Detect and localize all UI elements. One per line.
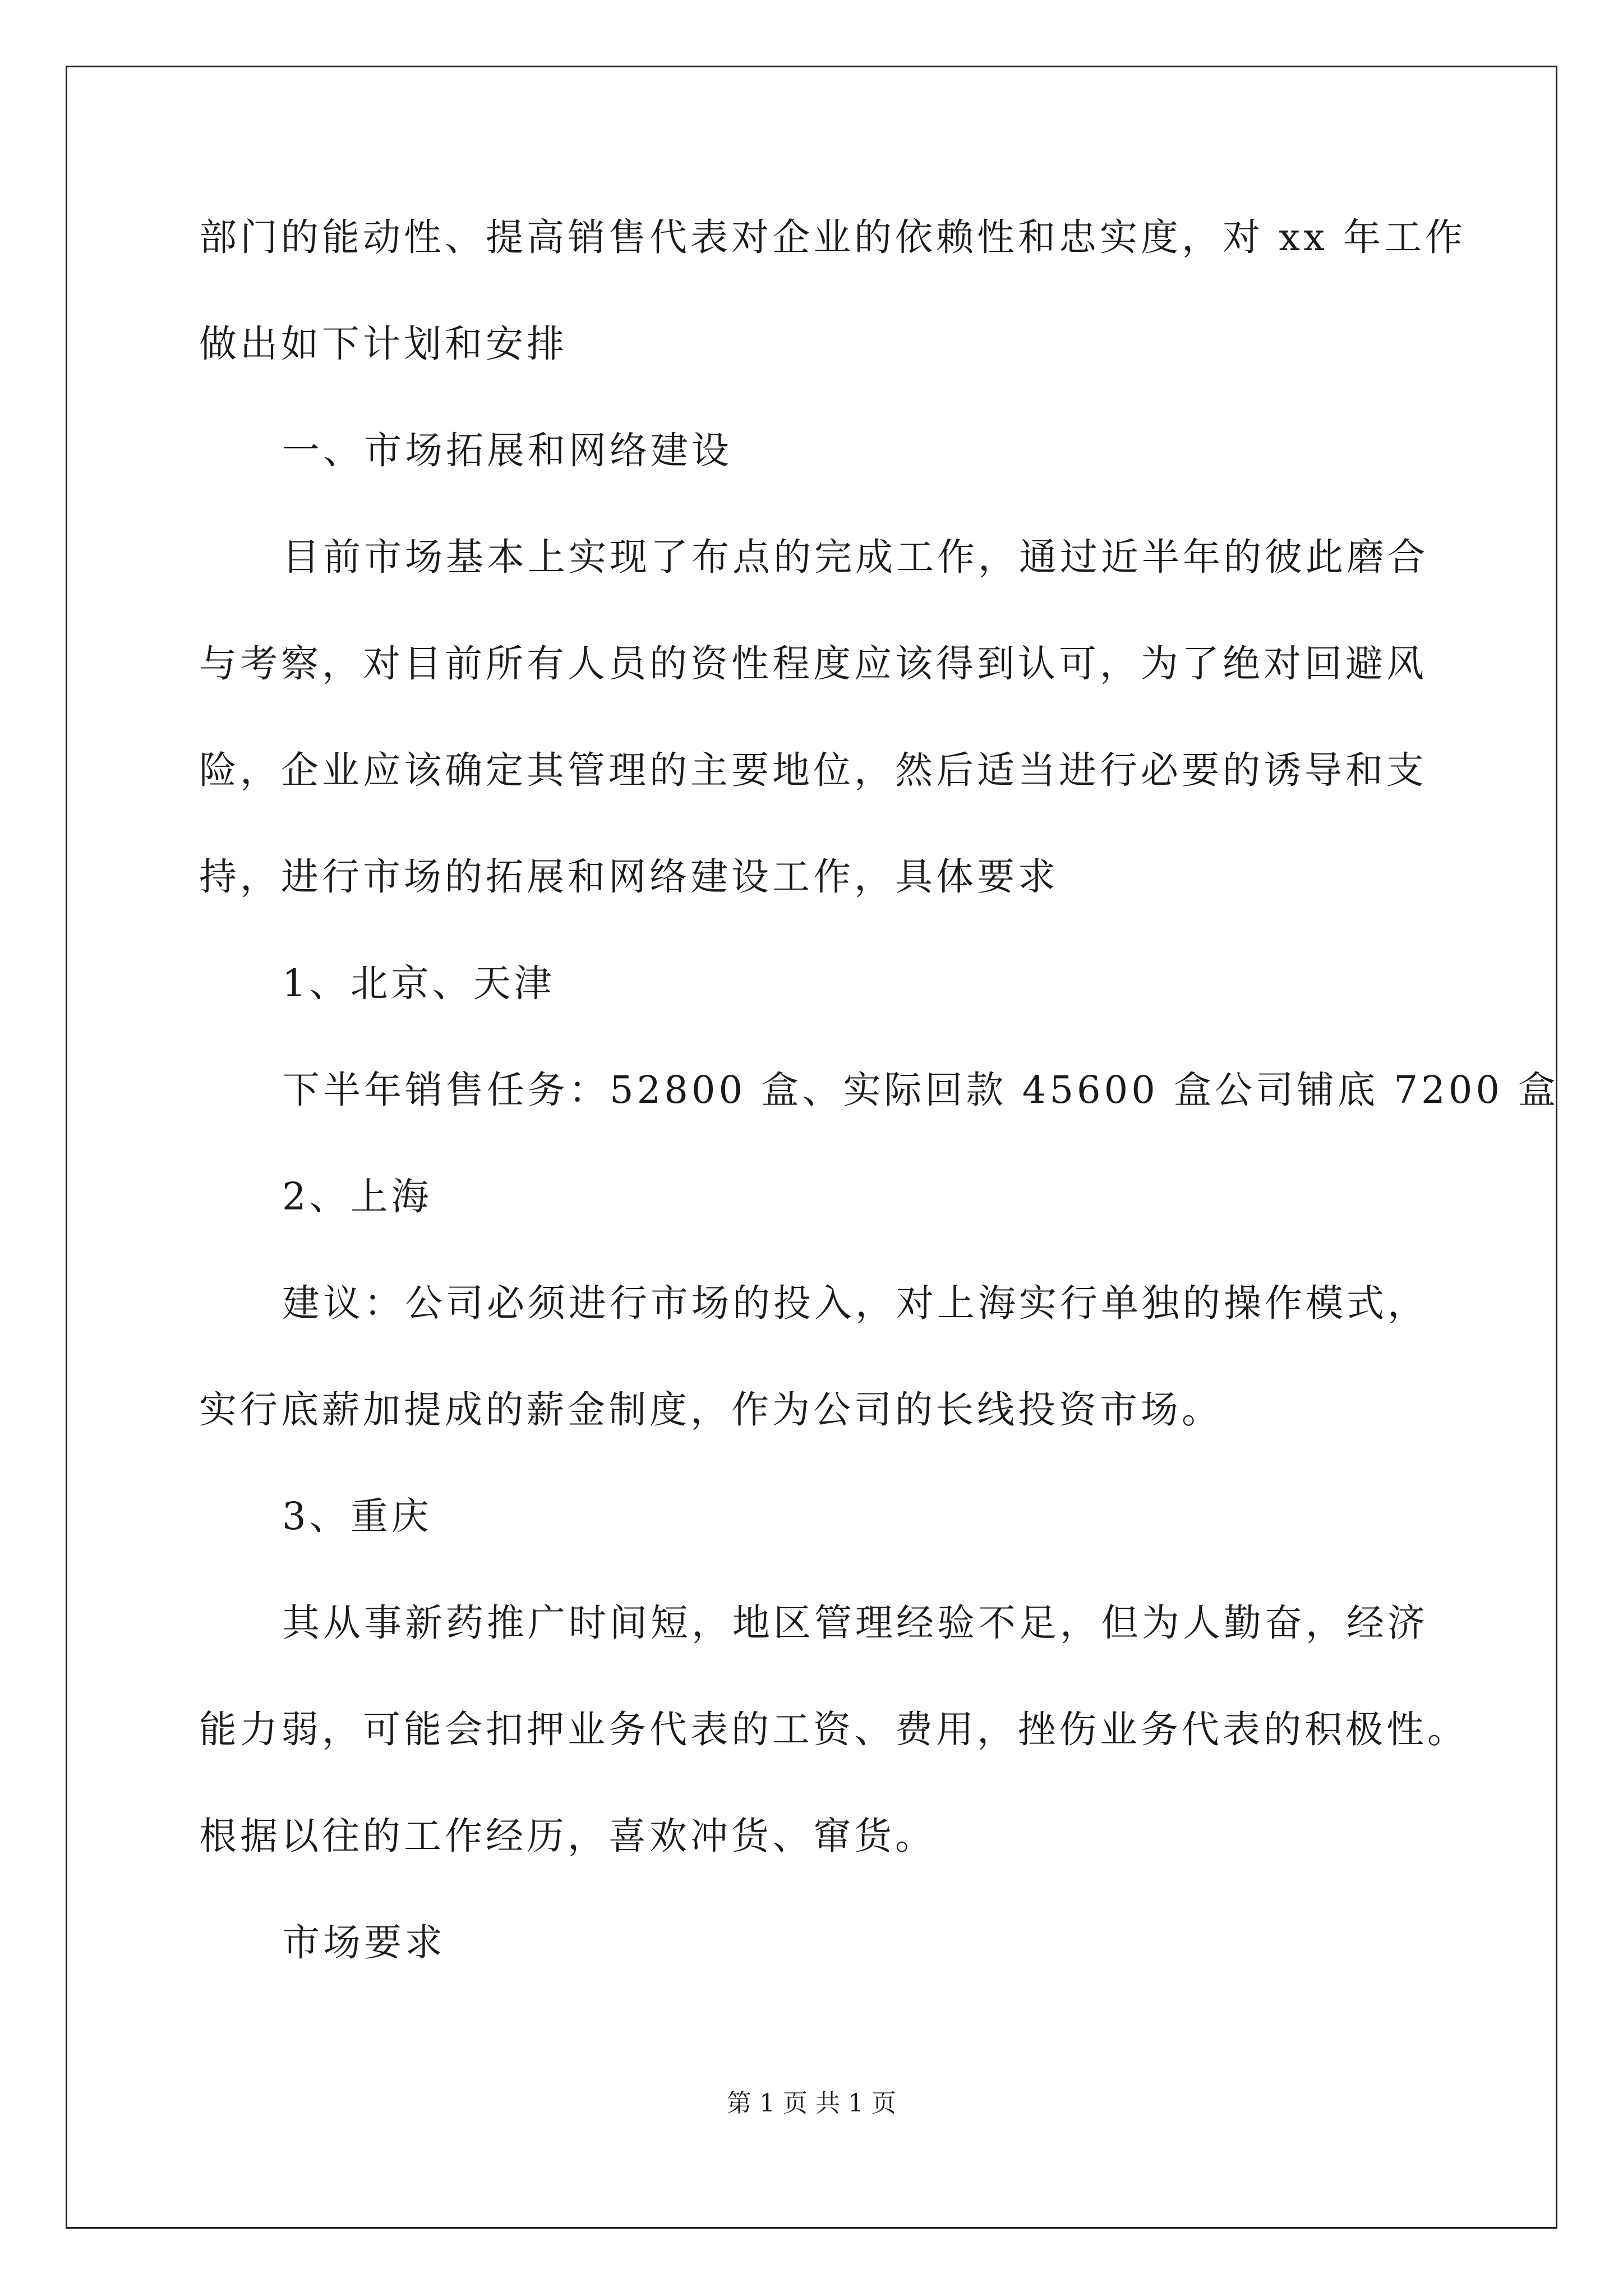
paragraph-line: 持，进行市场的拓展和网络建设工作，具体要求 [199,855,1059,899]
paragraph-line: 与考察，对目前所有人员的资性程度应该得到认可，为了绝对回避风 [199,642,1427,685]
paragraph-line: 建议：公司必须进行市场的投入，对上海实行单独的操作模式， [282,1281,1428,1325]
page-footer: 第 1 页 共 1 页 [727,2089,896,2118]
paragraph-line: 险，企业应该确定其管理的主要地位，然后适当进行必要的诱导和支 [199,748,1427,792]
paragraph-line: 根据以往的工作经历，喜欢冲货、窜货。 [199,1814,936,1858]
section-heading: 一、市场拓展和网络建设 [282,429,732,472]
paragraph-line: 能力弱，可能会扣押业务代表的工资、费用，挫伤业务代表的积极性。 [199,1708,1468,1751]
paragraph-line: 做出如下计划和安排 [199,322,568,366]
paragraph-line: 部门的能动性、提高销售代表对企业的依赖性和忠实度，对 xx 年工作 [199,215,1467,259]
paragraph-line: 其从事新药推广时间短，地区管理经验不足，但为人勤奋，经济 [282,1601,1428,1645]
paragraph-line: 目前市场基本上实现了布点的完成工作，通过近半年的彼此磨合 [282,535,1428,579]
paragraph-line: 下半年销售任务：52800 盒、实际回款 45600 盒公司铺底 7200 盒 [282,1068,1560,1112]
subsection-heading: 3、重庆 [282,1494,432,1538]
subsection-heading: 1、北京、天津 [282,961,555,1005]
paragraph-line: 市场要求 [282,1921,446,1964]
subsection-heading: 2、上海 [282,1175,432,1218]
page-border [66,66,1560,2229]
paragraph-line: 实行底薪加提成的薪金制度，作为公司的长线投资市场。 [199,1388,1223,1432]
